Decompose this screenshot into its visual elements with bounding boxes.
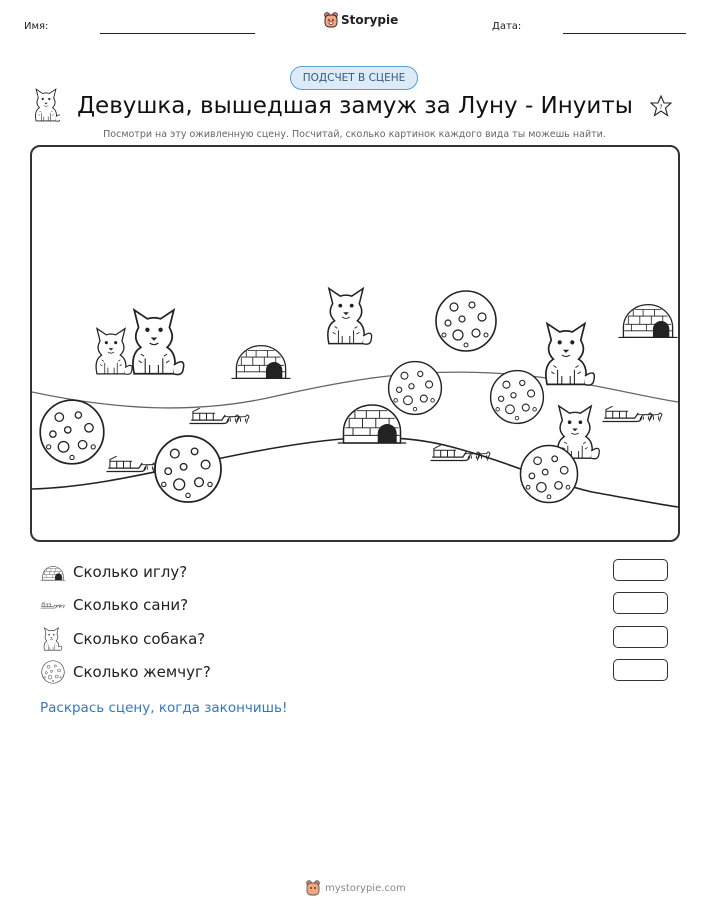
question-igloo (40, 560, 187, 584)
sled-icon (40, 593, 66, 617)
question-sled (40, 593, 188, 617)
star-sticker-icon (650, 95, 672, 117)
question-text: Сколько сани? (73, 596, 189, 614)
pearl-illustration (436, 291, 496, 351)
question-text: Сколько жемчуг? (73, 663, 211, 681)
answer-box-dog[interactable] (613, 626, 668, 648)
answer-box-igloo[interactable] (613, 559, 668, 581)
footer-url[interactable]: mystorypie.com (325, 882, 406, 894)
name-label: Имя: (24, 21, 49, 32)
question-text: Сколько собака? (73, 630, 206, 648)
brand-logo (324, 12, 398, 28)
igloo-illustration (618, 305, 677, 338)
activity-badge: ПОДСЧЕТ В СЦЕНЕ (290, 66, 418, 90)
pearl-illustration (491, 371, 544, 424)
counting-scene (30, 145, 680, 542)
igloo-illustration (231, 346, 290, 379)
name-field[interactable] (100, 33, 255, 34)
coloring-note: Раскрась сцену, когда закончишь! (40, 700, 288, 716)
question-dog (40, 627, 205, 651)
dog-illustration (328, 289, 372, 345)
pearl-icon (40, 660, 66, 684)
dog-illustration (546, 324, 594, 386)
bear-logo-icon (306, 880, 320, 896)
date-label: Дата: (492, 21, 522, 32)
pearl-illustration (155, 436, 221, 502)
dog-illustration (96, 329, 132, 375)
sled-illustration (603, 406, 663, 421)
footer (306, 880, 406, 896)
dog-icon (40, 627, 66, 651)
sled-illustration (190, 408, 250, 423)
dog-title-icon (32, 88, 60, 122)
answer-box-pearl[interactable] (613, 659, 668, 681)
pearl-illustration (40, 400, 104, 464)
date-field[interactable] (563, 33, 686, 34)
brand-name: Storypie (341, 13, 399, 27)
page-subtitle: Посмотри на эту оживленную сцену. Посчитай, сколько картинок каждого вида ты можешь найти. (103, 129, 606, 140)
answer-box-sled[interactable] (613, 592, 668, 614)
igloo-icon (40, 560, 66, 584)
question-text: Сколько иглу? (73, 563, 188, 581)
dog-illustration (133, 310, 184, 375)
question-pearl (40, 660, 211, 684)
sled-illustration (431, 445, 491, 460)
svg-text:?: ? (659, 104, 663, 111)
page-title: Девушка, вышедшая замуж за Луну - Инуиты (77, 93, 633, 119)
igloo-illustration (338, 405, 406, 443)
pearl-illustration (389, 362, 442, 415)
pearl-illustration (521, 446, 578, 503)
bear-logo-icon (324, 12, 338, 28)
